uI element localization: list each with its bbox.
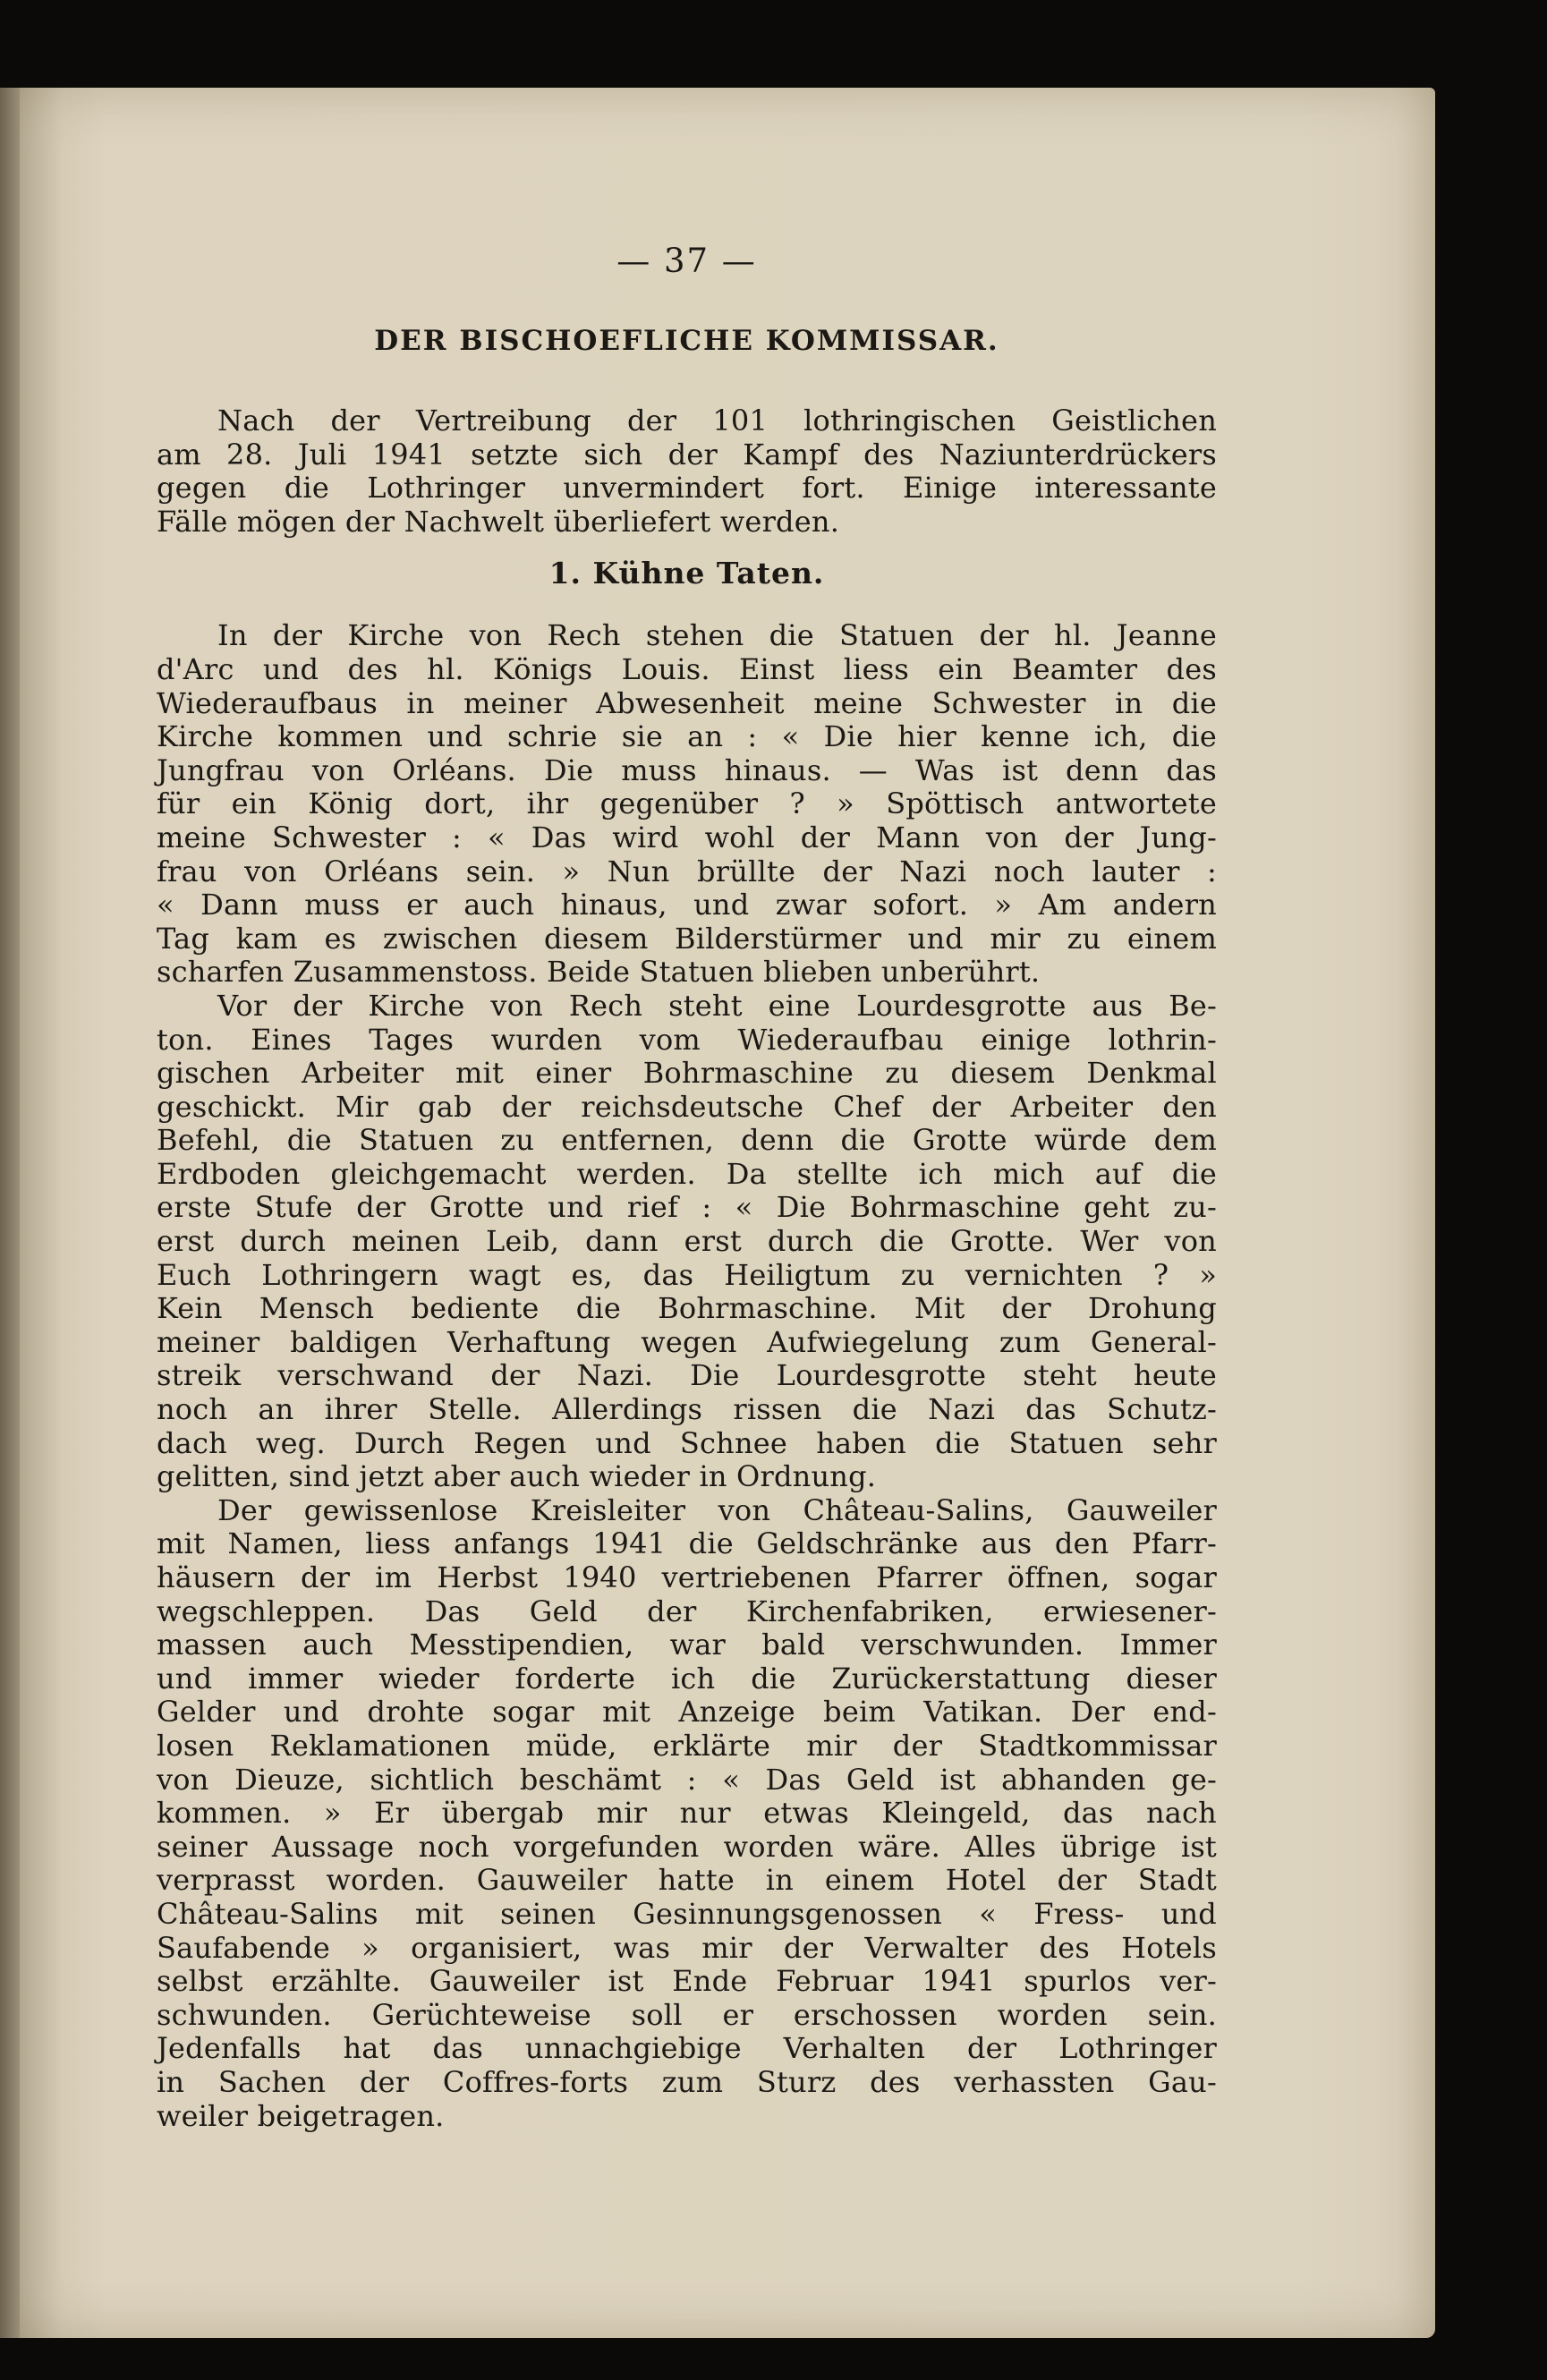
text-line: schwunden. Gerüchteweise soll er erschossen worden sein. [157, 1997, 1217, 2032]
text-line: Kein Mensch bediente die Bohrmaschine. Mit der Drohung [157, 1291, 1217, 1326]
text-line: Wiederaufbaus in meiner Abwesenheit meine Schwester in die [157, 685, 1217, 720]
text-line: ton. Eines Tages wurden vom Wiederaufbau einige lothrin- [157, 1022, 1217, 1057]
text-line: Erdboden gleichgemacht werden. Da stellte ich mich auf die [157, 1156, 1217, 1191]
book-spine-shadow [0, 88, 20, 2338]
text-line: Vor der Kirche von Rech steht eine Lourdesgrotte aus Be- [217, 988, 1217, 1023]
section-title: 1. Kühne Taten. [548, 556, 825, 591]
text-line: Fälle mögen der Nachwelt überliefert werden. [157, 504, 840, 539]
chapter-title: DER BISCHOEFLICHE KOMMISSAR. [374, 325, 999, 357]
text-line: Tag kam es zwischen diesem Bilderstürmer und mir zu einem [157, 921, 1217, 956]
text-line: meine Schwester : « Das wird wohl der Mann von der Jung- [157, 820, 1217, 854]
text-line: mit Namen, liess anfangs 1941 die Geldschränke aus den Pfarr- [157, 1526, 1217, 1561]
text-line: erst durch meinen Leib, dann erst durch die Grotte. Wer von [157, 1224, 1217, 1259]
text-line: gelitten, sind jetzt aber auch wieder in Ordnung. [157, 1459, 877, 1494]
text-line: seiner Aussage noch vorgefunden worden wäre. Alles übrige ist [157, 1829, 1217, 1864]
text-line: Saufabende » organisiert, was mir der Verwalter des Hotels [157, 1930, 1217, 1965]
text-line: streik verschwand der Nazi. Die Lourdesgrotte steht heute [157, 1358, 1217, 1393]
text-line: weiler beigetragen. [157, 2098, 445, 2133]
text-line: Jungfrau von Orléans. Die muss hinaus. — Was ist denn das [157, 752, 1217, 787]
text-line: von Dieuze, sichtlich beschämt : « Das Geld ist abhanden ge- [157, 1762, 1217, 1797]
text-line: gegen die Lothringer unvermindert fort. Einige interessante [157, 471, 1217, 506]
text-line: losen Reklamationen müde, erklärte mir der Stadtkommissar [157, 1728, 1217, 1763]
text-line: noch an ihrer Stelle. Allerdings rissen die Nazi das Schutz- [157, 1392, 1217, 1427]
text-line: für ein König dort, ihr gegenüber ? » Spöttisch antwortete [157, 786, 1217, 821]
text-line: Gelder und drohte sogar mit Anzeige beim Vatikan. Der end- [157, 1695, 1217, 1730]
text-line: massen auch Messtipendien, war bald verschwunden. Immer [157, 1628, 1217, 1662]
text-line: Kirche kommen und schrie sie an : « Die hier kenne ich, die [157, 719, 1217, 754]
text-line: verprasst worden. Gauweiler hatte in einem Hotel der Stadt [157, 1863, 1217, 1898]
text-line: und immer wieder forderte ich die Zurückerstattung dieser [157, 1661, 1217, 1696]
intro-paragraph [157, 404, 1217, 539]
text-line: d'Arc und des hl. Königs Louis. Einst liess ein Beamter des [157, 651, 1217, 686]
text-line: Jedenfalls hat das unnachgiebige Verhalten der Lothringer [157, 2031, 1217, 2066]
text-line: Befehl, die Statuen zu entfernen, denn die Grotte würde dem [157, 1123, 1217, 1158]
text-line: erste Stufe der Grotte und rief : « Die Bohrmaschine geht zu- [157, 1190, 1217, 1225]
text-line: scharfen Zusammenstoss. Beide Statuen blieben unberührt. [157, 955, 1041, 990]
text-line: dach weg. Durch Regen und Schnee haben die Statuen sehr [157, 1425, 1217, 1460]
text-line: meiner baldigen Verhaftung wegen Aufwiegelung zum General- [157, 1324, 1217, 1359]
paragraph-statues [157, 619, 1217, 990]
paragraph-safes [157, 1494, 1217, 2133]
text-line: frau von Orléans sein. » Nun brüllte der Nazi noch lauter : [157, 854, 1217, 888]
text-line: Château-Salins mit seinen Gesinnungsgenossen « Fress- und [157, 1896, 1217, 1931]
text-line: « Dann muss er auch hinaus, und zwar sofort. » Am andern [157, 888, 1217, 922]
text-line: am 28. Juli 1941 setzte sich der Kampf des Naziunterdrückers [157, 437, 1217, 472]
text-line: kommen. » Er übergab mir nur etwas Kleingeld, das nach [157, 1796, 1217, 1831]
text-line: in Sachen der Coffres-forts zum Sturz des verhassten Gau- [157, 2064, 1217, 2099]
text-line: gischen Arbeiter mit einer Bohrmaschine zu diesem Denkmal [157, 1056, 1217, 1091]
text-line: geschickt. Mir gab der reichsdeutsche Chef der Arbeiter den [157, 1089, 1217, 1124]
text-line: wegschleppen. Das Geld der Kirchenfabriken, erwiesener- [157, 1594, 1217, 1628]
page-text [157, 240, 1217, 2133]
paragraph-grotto [157, 990, 1217, 1494]
text-line: Der gewissenlose Kreisleiter von Château-Salins, Gauweiler [217, 1492, 1217, 1527]
text-line: In der Kirche von Rech stehen die Statuen der hl. Jeanne [217, 618, 1217, 653]
page-number: — 37 — [616, 242, 757, 280]
text-line: selbst erzählte. Gauweiler ist Ende Februar 1941 spurlos ver- [157, 1964, 1217, 1999]
text-line: häusern der im Herbst 1940 vertriebenen Pfarrer öffnen, sogar [157, 1560, 1217, 1594]
text-line: Euch Lothringern wagt es, das Heiligtum zu vernichten ? » [157, 1257, 1217, 1292]
text-line: Nach der Vertreibung der 101 lothringischen Geistlichen [217, 404, 1217, 438]
